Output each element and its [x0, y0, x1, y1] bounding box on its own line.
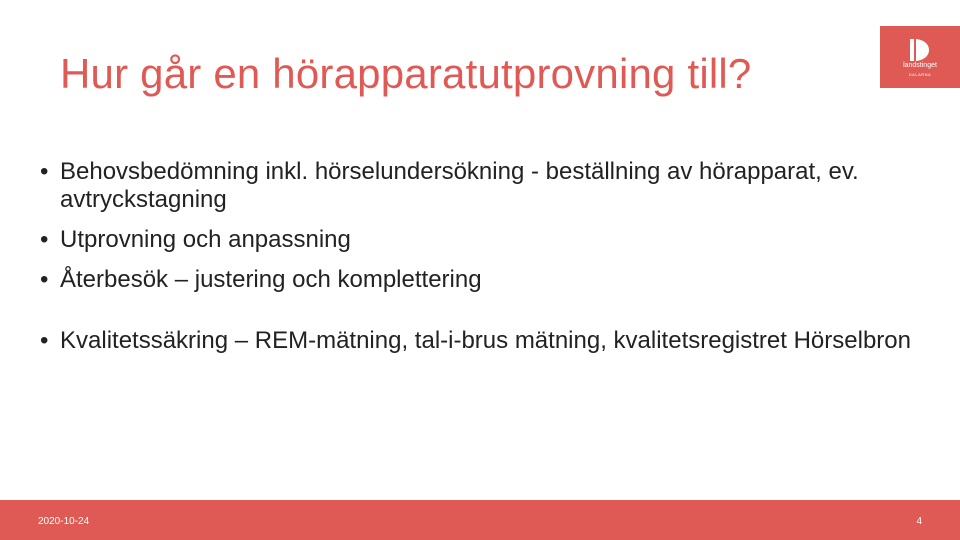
logo-subtitle: DALARNA	[908, 72, 932, 77]
page-number: 4	[916, 516, 922, 527]
logo-d-icon	[908, 38, 930, 62]
bullet-text: Behovsbedömning inkl. hörselundersökning - beställning av hörapparat, ev. avtryckstagning	[60, 158, 859, 213]
slide-title: Hur går en hörapparatutprovning till?	[60, 50, 752, 97]
bullet-dot: •	[40, 226, 49, 253]
bullet-dot: •	[40, 327, 49, 354]
footer-bar	[0, 500, 960, 540]
bullet-dot: •	[40, 158, 49, 185]
bullet-text: Utprovning och anpassning	[60, 226, 351, 253]
logo-name: landstinget	[903, 62, 937, 69]
bullet-item	[40, 226, 920, 254]
bullet-item	[40, 266, 920, 294]
bullet-item	[40, 158, 920, 214]
bullet-list	[40, 158, 920, 367]
bullet-item	[40, 327, 920, 355]
footer-date: 2020-10-24	[38, 516, 90, 527]
organization-logo	[880, 26, 960, 88]
bullet-text: Kvalitetssäkring – REM-mätning, tal-i-brus mätning, kvalitetsregistret Hörselbron	[60, 327, 911, 354]
bullet-dot: •	[40, 266, 49, 293]
bullet-text: Återbesök – justering och komplettering	[60, 266, 482, 293]
